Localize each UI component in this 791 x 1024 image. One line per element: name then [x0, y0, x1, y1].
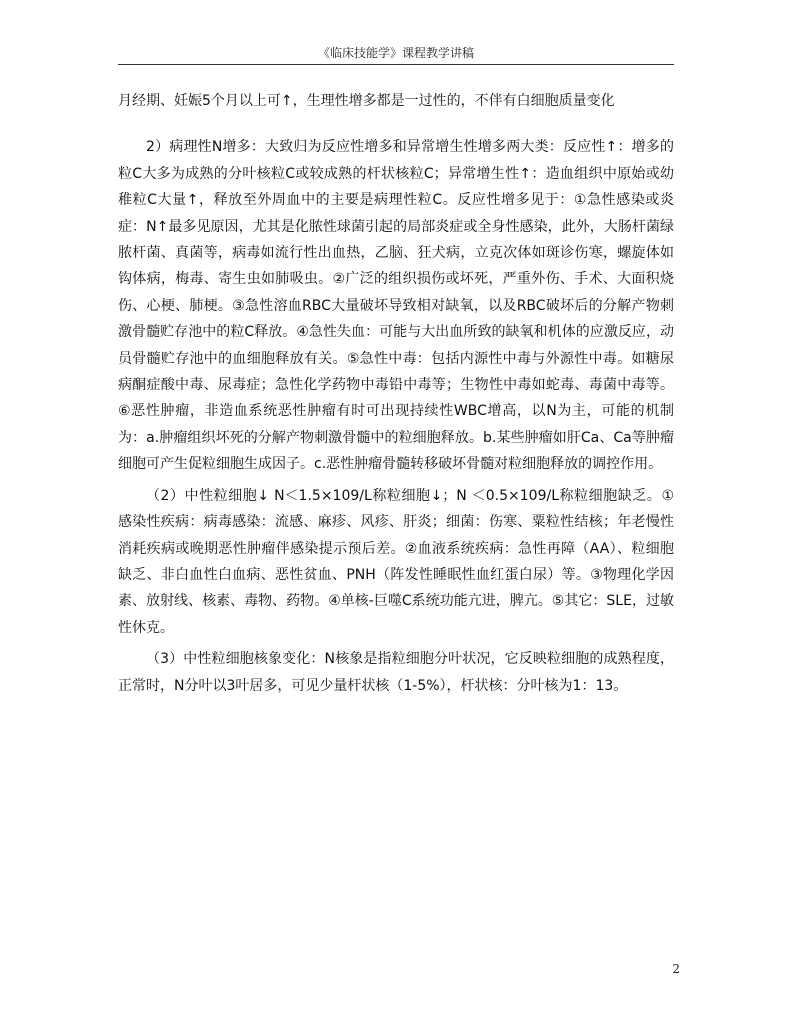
page-header: 《临床技能学》课程教学讲稿 — [317, 46, 474, 60]
paragraph-physiological-increase: 月经期、妊娠5个月以上可↑，生理性增多都是一过性的，不伴有白细胞质量变化 — [118, 93, 615, 109]
header-divider — [118, 64, 674, 65]
paragraph-neutropenia: （2）中性粒细胞↓ N＜1.5×109/L称粒细胞↓；N ＜0.5×109/L称粒细胞缺乏。①感染性疾病：病毒感染：流感、麻疹、风疹、肝炎；细菌：伤寒、粟粒性结核；年老慢性消耗疾病或晚期恶性肿瘤伴感染提示预后差。②血液系统疾病：急性再障（AA）、粒细胞缺乏、非白血性白血病、恶性贫血、PNH（阵发性睡眠性血红蛋白尿）等。③物理化学因素、放射线、核素、毒物、药物。④单核-巨噬C系统功能亢进，脾亢。⑤其它：SLE，过敏性休克。 — [118, 487, 674, 636]
document-body — [118, 88, 674, 699]
paragraph-nuclear-shift: （3）中性粒细胞核象变化：N核象是指粒细胞分叶状况，它反映粒细胞的成熟程度，正常时，N分叶以3叶居多，可见少量杆状核（1-5%），杆状核：分叶核为1：13。 — [118, 651, 674, 694]
page-number: 2 — [672, 962, 680, 976]
paragraph-pathological-increase: 2）病理性N增多：大致归为反应性增多和异常增生性增多两大类：反应性↑：增多的粒C大多为成熟的分叶核粒C或较成熟的杆状核粒C；异常增生性↑：造血组织中原始或幼稚粒C大量↑，释放至外周血中的主要是病理性粒C。反应性增多见于：①急性感染或炎症：N↑最多见原因，尤其是化脓性球菌引起的局部炎症或全身性感染，此外，大肠杆菌绿脓杆菌、真菌等，病毒如流行性出血热，乙脑、狂犬病，立克次体如斑诊伤寒，螺旋体如钩体病，梅毒、寄生虫如肺吸虫。②广泛的组织损伤或坏死，严重外伤、手术、大面积烧伤、心梗、肺梗。③急性溶血RBC大量破坏导致相对缺氧，以及RBC破坏后的分解产物刺激骨髓贮存池中的粒C释放。④急性失血：可能与大出血所致的缺氧和机体的应激反应，动员骨髓贮存池中的血细胞释放有关。⑤急性中毒：包括内源性中毒与外源性中毒。如糖尿病酮症酸中毒、尿毒症；急性化学药物中毒铅中毒等；生物性中毒如蛇毒、毒菌中毒等。⑥恶性肿瘤，非造血系统恶性肿瘤有时可出现持续性WBC增高，以N为主，可能的机制为：a.肿瘤组织坏死的分解产物刺激骨髓中的粒细胞释放。b.某些肿瘤如肝Ca、Ca等肿瘤细胞可产生促粒细胞生成因子。c.恶性肿瘤骨髓转移破坏骨髓对粒细胞释放的调控作用。 — [118, 139, 674, 473]
